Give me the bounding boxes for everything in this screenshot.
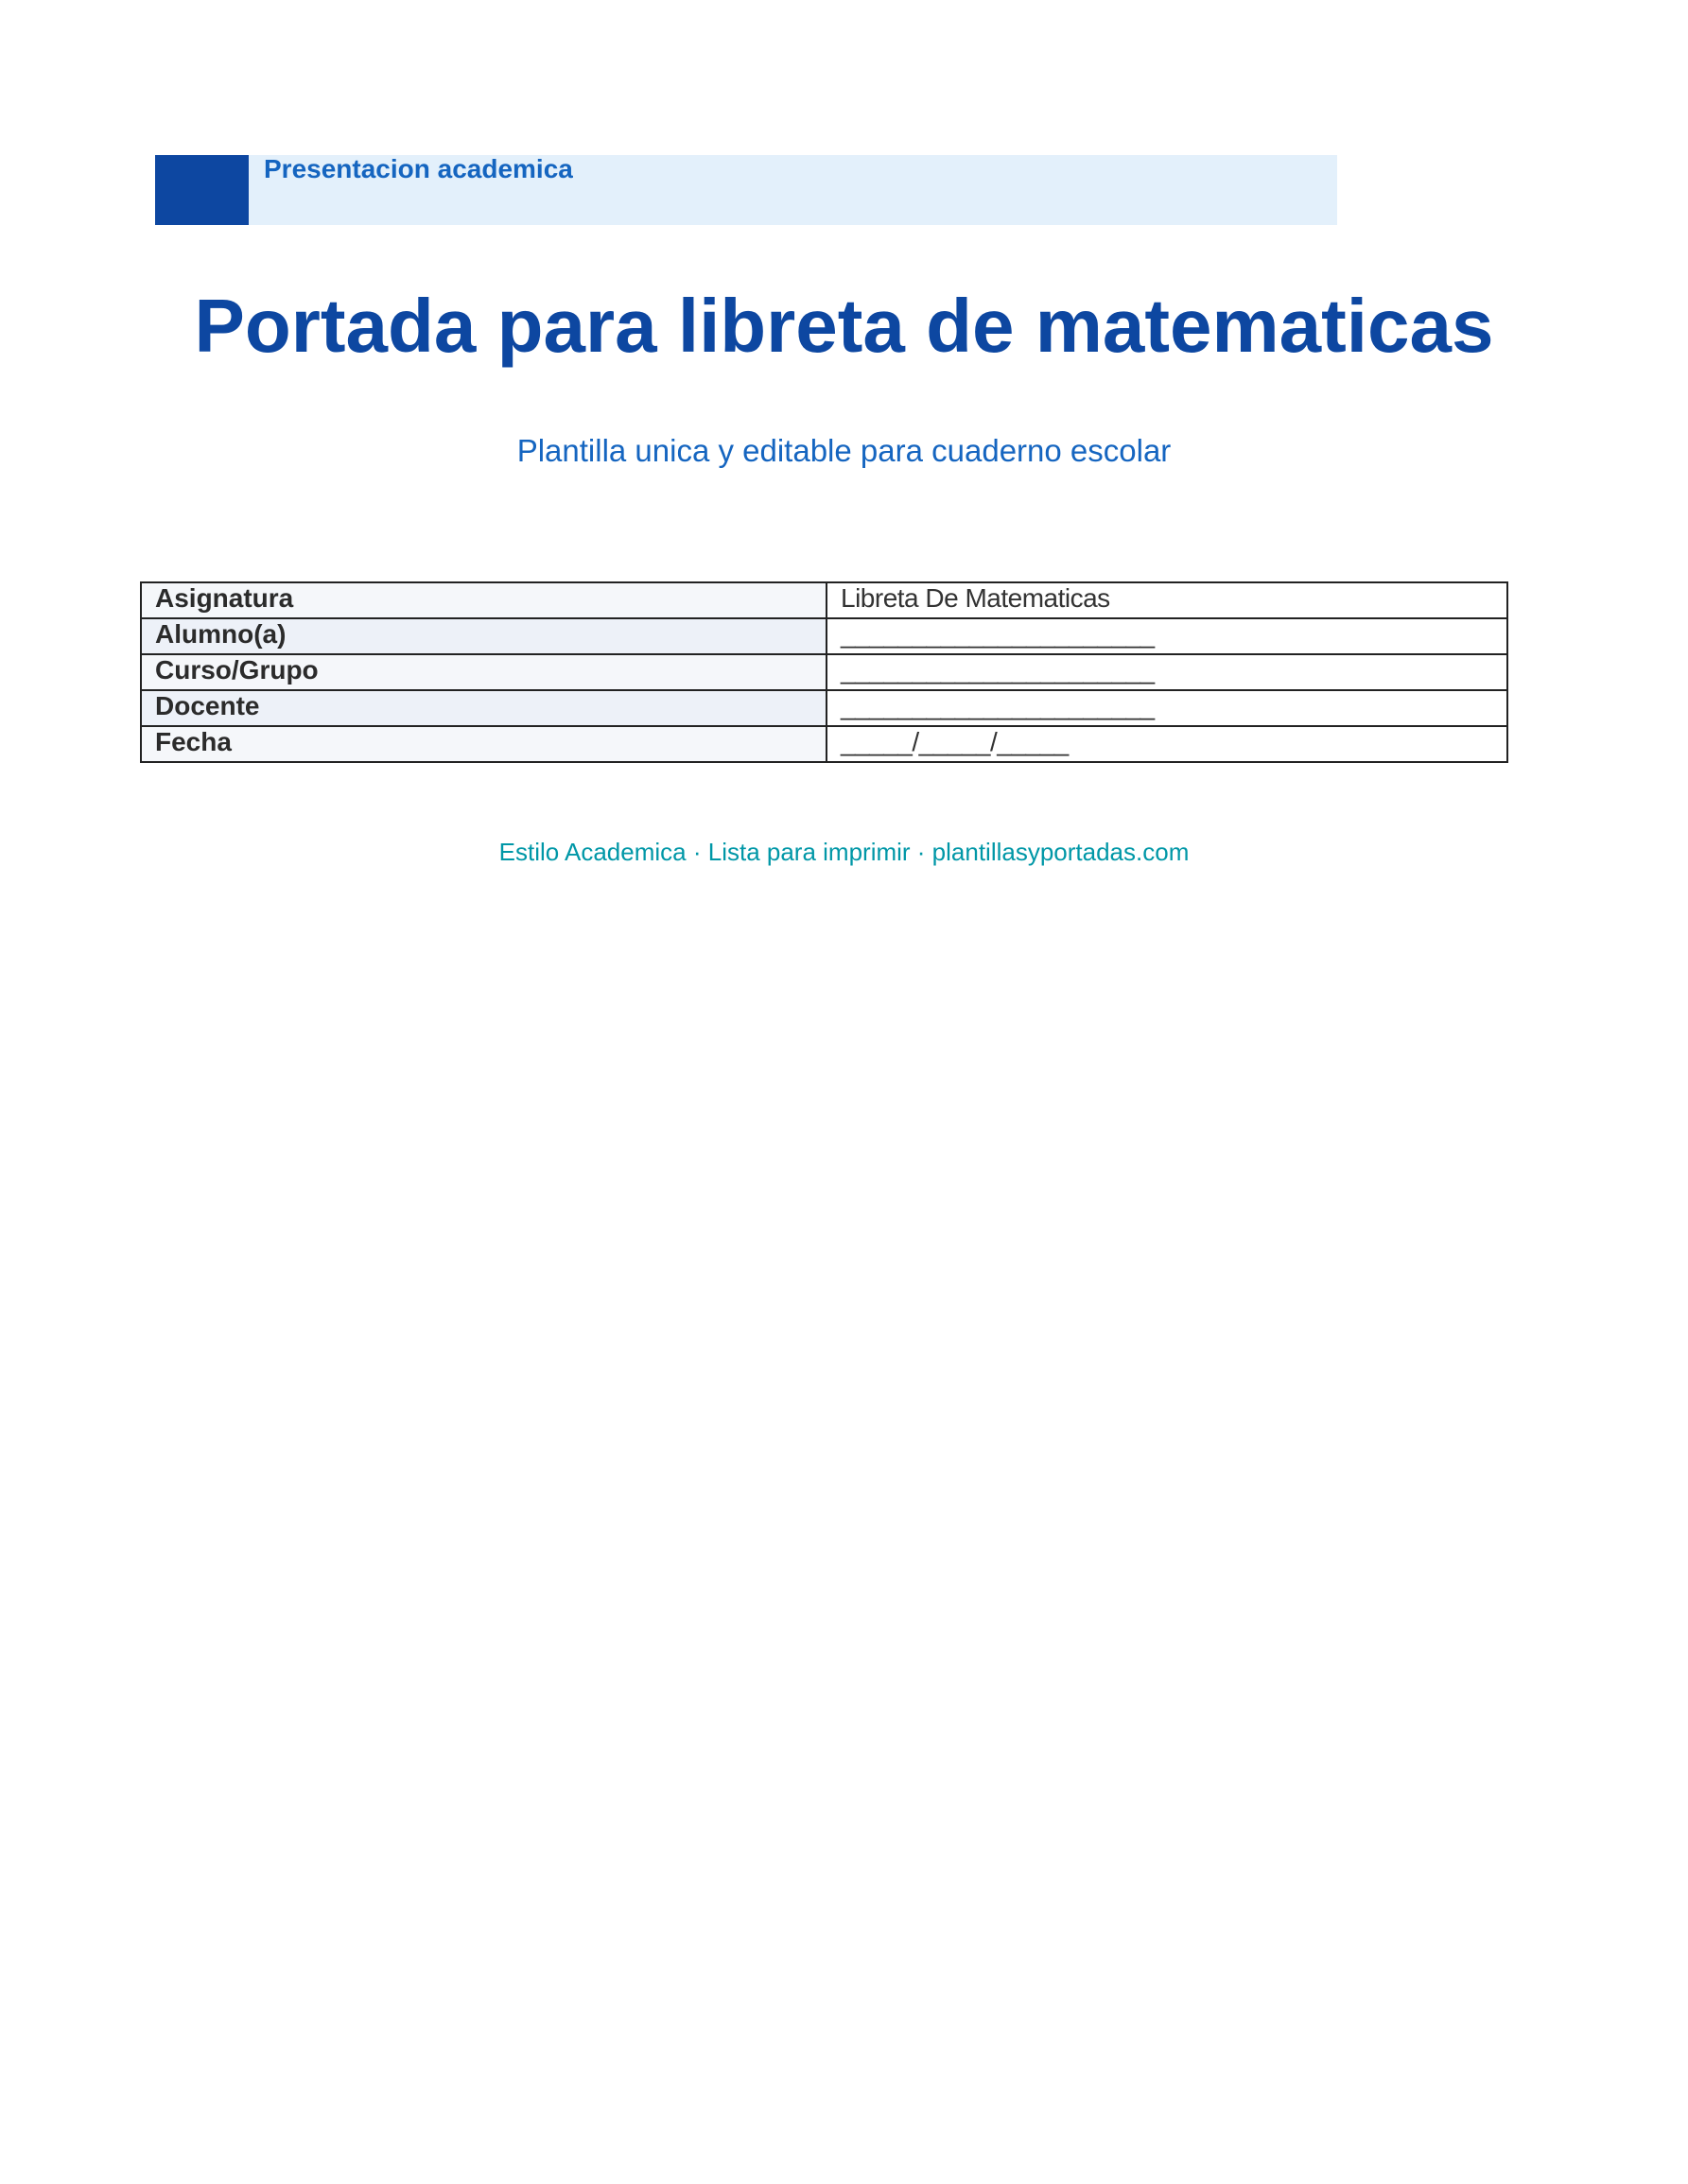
field-value-asignatura[interactable]: Libreta De Matematicas bbox=[827, 582, 1507, 618]
table-row bbox=[141, 654, 1507, 690]
field-label-curso: Curso/Grupo bbox=[141, 654, 827, 690]
field-value-alumno[interactable]: ______________________ bbox=[827, 618, 1507, 654]
field-label-alumno: Alumno(a) bbox=[141, 618, 827, 654]
header-label: Presentacion academica bbox=[264, 154, 573, 183]
field-label-asignatura: Asignatura bbox=[141, 582, 827, 618]
page-title: Portada para libreta de matematicas bbox=[194, 284, 1494, 368]
table-row bbox=[141, 582, 1507, 618]
field-value-docente[interactable]: ______________________ bbox=[827, 690, 1507, 726]
field-value-fecha[interactable]: _____/_____/_____ bbox=[827, 726, 1507, 762]
header-band bbox=[155, 155, 1337, 225]
field-label-docente: Docente bbox=[141, 690, 827, 726]
table-row bbox=[141, 618, 1507, 654]
footer-text: Estilo Academica · Lista para imprimir · plantillasyportadas.com bbox=[498, 838, 1190, 866]
page-subtitle: Plantilla unica y editable para cuaderno escolar bbox=[516, 433, 1172, 468]
table-row bbox=[141, 690, 1507, 726]
field-label-fecha: Fecha bbox=[141, 726, 827, 762]
header-accent-square bbox=[155, 155, 249, 225]
table-row bbox=[141, 726, 1507, 762]
info-table bbox=[140, 581, 1508, 763]
field-value-curso[interactable]: ______________________ bbox=[827, 654, 1507, 690]
